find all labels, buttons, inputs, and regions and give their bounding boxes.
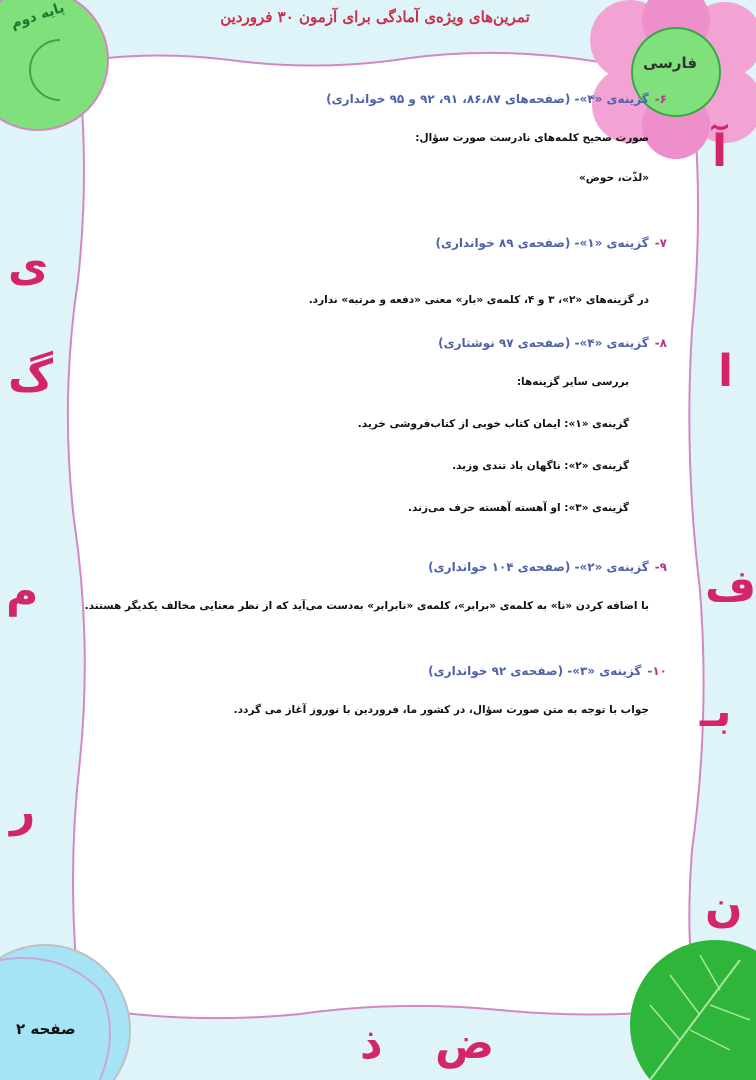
decor-letter: م bbox=[6, 566, 39, 617]
question-7-head bbox=[436, 236, 668, 250]
decor-letter: ا bbox=[718, 346, 734, 397]
question-line: جواب با توجه به متن صورت سؤال، در کشور ما، فروردین با نوروز آغاز می گردد. bbox=[233, 704, 649, 716]
question-number: ۶- bbox=[654, 92, 667, 106]
question-line: بررسی سایر گزینه‌ها: bbox=[516, 376, 629, 388]
decor-letter: بـ bbox=[700, 686, 732, 737]
question-9-head bbox=[428, 560, 667, 574]
question-6-head bbox=[326, 92, 667, 106]
paper-sheet bbox=[68, 53, 704, 1018]
question-header: گزینه‌ی «۱»- (صفحه‌ی ۸۹ خوانداری) bbox=[435, 236, 649, 250]
question-header: گزینه‌ی «۴»- (صفحه‌های ۸۶،۸۷، ۹۱، ۹۲ و ۹۵ خوانداری) bbox=[326, 92, 649, 106]
page-title: تمرین‌های ویژه‌ی آمادگی برای آزمون ۳۰ فروردین bbox=[220, 8, 530, 26]
question-10-head bbox=[428, 664, 667, 678]
decor-letter: ن bbox=[705, 881, 743, 932]
decor-letter: گ bbox=[8, 351, 54, 402]
question-line: صورت صحیح کلمه‌های نادرست صورت سؤال: bbox=[415, 132, 649, 144]
question-number: ۸- bbox=[654, 336, 667, 350]
decor-letter: ذ bbox=[360, 1018, 383, 1069]
decor-letter: ر bbox=[10, 786, 36, 837]
subject-label: فارسی bbox=[643, 54, 698, 72]
question-line: گزینه‌ی «۳»: او آهسته آهسته حرف می‌زند. bbox=[407, 502, 629, 514]
decor-letter: ف bbox=[705, 561, 756, 612]
question-line: گزینه‌ی «۲»: ناگهان باد تندی وزید. bbox=[452, 460, 629, 472]
question-8-head bbox=[438, 336, 667, 350]
question-header: گزینه‌ی «۲»- (صفحه‌ی ۱۰۴ خوانداری) bbox=[428, 560, 649, 574]
decor-letter: ی bbox=[8, 241, 49, 292]
question-number: ۷- bbox=[654, 236, 667, 250]
question-header: گزینه‌ی «۳»- (صفحه‌ی ۹۲ خوانداری) bbox=[428, 664, 642, 678]
decor-letter: آ bbox=[712, 126, 728, 177]
question-line: گزینه‌ی «۱»: ایمان کتاب خوبی از کتاب‌فروشی خرید. bbox=[357, 418, 629, 430]
question-line: با اضافه کردن «نا» به کلمه‌ی «برابر»، کلمه‌ی «نابرابر» به‌دست می‌آید که از نظر معنایی مخالف یکدیگر هستند. bbox=[84, 600, 649, 612]
page-number: صفحه ۲ bbox=[16, 1020, 76, 1038]
grade-label: پایه دوم bbox=[8, 0, 67, 33]
question-header: گزینه‌ی «۴»- (صفحه‌ی ۹۷ نوشتاری) bbox=[438, 336, 649, 350]
question-number: ۱۰- bbox=[647, 664, 667, 678]
decor-letter: ض bbox=[435, 1018, 495, 1069]
question-line: در گزینه‌های «۲»، ۳ و ۴، کلمه‌ی «بار» معنی «دفعه و مرتبه» ندارد. bbox=[308, 294, 649, 306]
question-line: «لذّت، حوض» bbox=[578, 172, 649, 184]
question-number: ۹- bbox=[654, 560, 667, 574]
